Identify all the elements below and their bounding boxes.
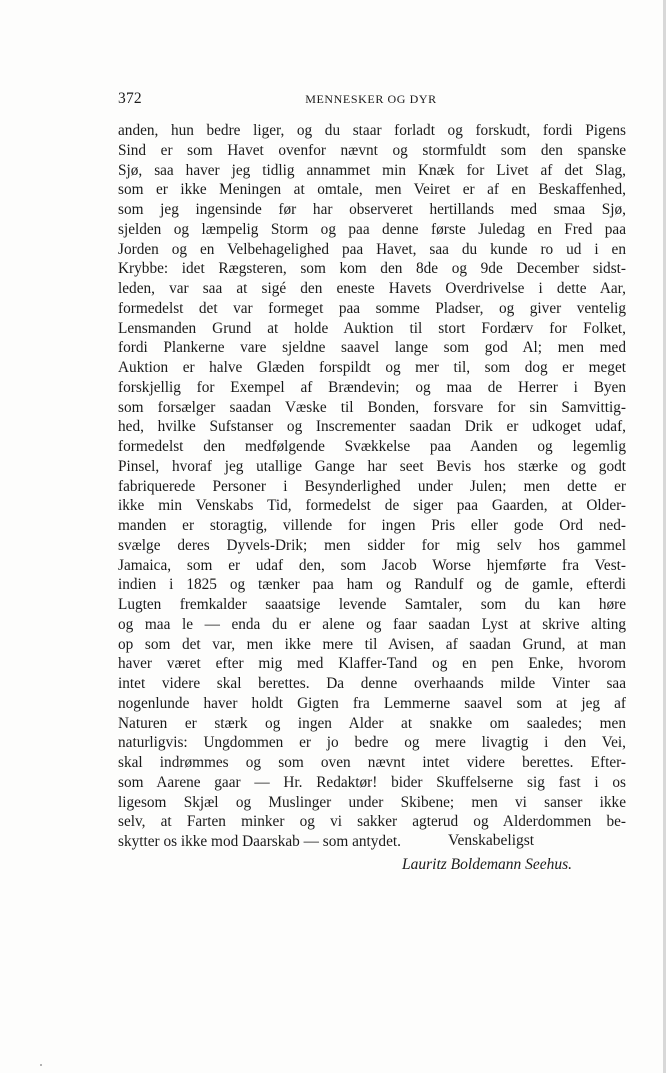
- text-line: som forsælger saadan Væske til Bonden, forsvare for sin Samvittig-: [118, 398, 626, 416]
- body-text: [118, 121, 626, 852]
- text-line: Auktion er halve Glæden forspildt og mer til, som dog er meget: [118, 359, 626, 376]
- text-line: fordi Plankerne vare sjeldne saavel lange som god Al; men med: [118, 339, 626, 357]
- text-line: formedelst den medfølgende Svækkelse paa Aanden og legemlig: [118, 438, 626, 455]
- running-title: MENNESKER OG DYR: [305, 92, 437, 106]
- text-line: som jeg ingensinde før har observeret hertillands med smaa Sjø,: [118, 201, 626, 218]
- text-line: svælge deres Dyvels-Drik; men sidder for mig selv hos gammel: [118, 536, 626, 554]
- text-line: formedelst det var formeget paa somme Pladser, og giver ventelig: [118, 299, 626, 317]
- text-line: op som det var, men ikke mere til Avisen, af saadan Grund, at man: [118, 635, 626, 653]
- text-line: Lensmanden Grund at holde Auktion til stort Fordærv for Folket,: [118, 319, 626, 337]
- signature: Lauritz Boldemann Seehus.: [402, 856, 573, 873]
- text-line: skal indrømmes og som oven nævnt intet videre berettes. Efter-: [118, 754, 626, 771]
- text-line: anden, hun bedre liger, og du staar forladt og forskudt, fordi Pigens: [118, 122, 626, 139]
- text-line: forskjellig for Exempel af Brændevin; og maa de Herrer i Byen: [118, 378, 626, 396]
- text-line: Krybbe: idet Rægsteren, som kom den 8de og 9de December sidst-: [118, 260, 626, 278]
- text-line: og maa le — enda du er alene og faar saadan Lyst at skrive alting: [118, 615, 626, 633]
- text-line: Naturen er stærk og ingen Alder at snakke om saaledes; men: [118, 714, 626, 732]
- text-line: haver været efter mig med Klaffer-Tand og en pen Enke, hvorom: [118, 655, 626, 673]
- text-line: manden er storagtig, villende for ingen Pris eller gode Ord ned-: [118, 517, 626, 534]
- text-line: Sjø, saa haver jeg tidlig annammet min Knæk for Livet af det Slag,: [118, 161, 626, 179]
- print-speck: [40, 1064, 42, 1066]
- page-number: 372: [118, 90, 142, 107]
- text-line: ikke min Venskabs Tid, formedelst de siger paa Gaarden, at Older-: [118, 497, 626, 515]
- text-line: indien i 1825 og tænker paa ham og Randulf og de gamle, efterdi: [118, 576, 626, 594]
- text-line: hed, hvilke Sufstanser og Inscrementer saadan Drik er udkoget udaf,: [118, 418, 626, 436]
- text-line: Jamaica, som er udaf den, som Jacob Worse hjemførte fra Vest-: [118, 556, 626, 574]
- text-line: Lugten fremkalder saaatsige levende Samtaler, som du kan høre: [118, 596, 626, 613]
- text-line: Pinsel, hvoraf jeg utallige Gange har seet Bevis hos stærke og godt: [118, 457, 626, 475]
- text-line: Jorden og en Velbehagelighed paa Havet, saa du kunde ro ud i en: [118, 240, 626, 258]
- text-line: selv, at Farten minker og vi sakker agterud og Alderdommen be-: [118, 813, 626, 831]
- text-line: som er ikke Meningen at omtale, men Veiret er af en Beskaffenhed,: [118, 181, 626, 199]
- page-header: [118, 90, 624, 112]
- text-line: Sind er som Havet ovenfor nævnt og stormfuldt som den spanske: [118, 141, 626, 159]
- text-line: leden, var saa at sigé den eneste Havets Overdrivelse i dette Aar,: [118, 280, 626, 297]
- text-line: nogenlunde haver holdt Gigten fra Lemmerne saavel som at jeg af: [118, 694, 626, 712]
- closing-greeting: Venskabeligst: [448, 832, 535, 849]
- text-line: naturligvis: Ungdommen er jo bedre og mere livagtig i den Vei,: [118, 734, 626, 752]
- text-line: sjelden og læmpelig Storm og paa denne første Juledag en Fred paa: [118, 220, 626, 238]
- text-line: fabriquerede Personer i Besynderlighed under Julen; men dette er: [118, 477, 626, 495]
- text-line: ligesom Skjæl og Muslinger under Skibene; men vi sanser ikke: [118, 793, 626, 811]
- text-line: skytter os ikke mod Daarskab — som antydet.: [118, 833, 401, 850]
- text-line: intet videre skal berettes. Da denne overhaands milde Vinter saa: [118, 675, 626, 692]
- text-line: som Aarene gaar — Hr. Redaktør! bider Skuffelserne sig fast i os: [118, 773, 626, 791]
